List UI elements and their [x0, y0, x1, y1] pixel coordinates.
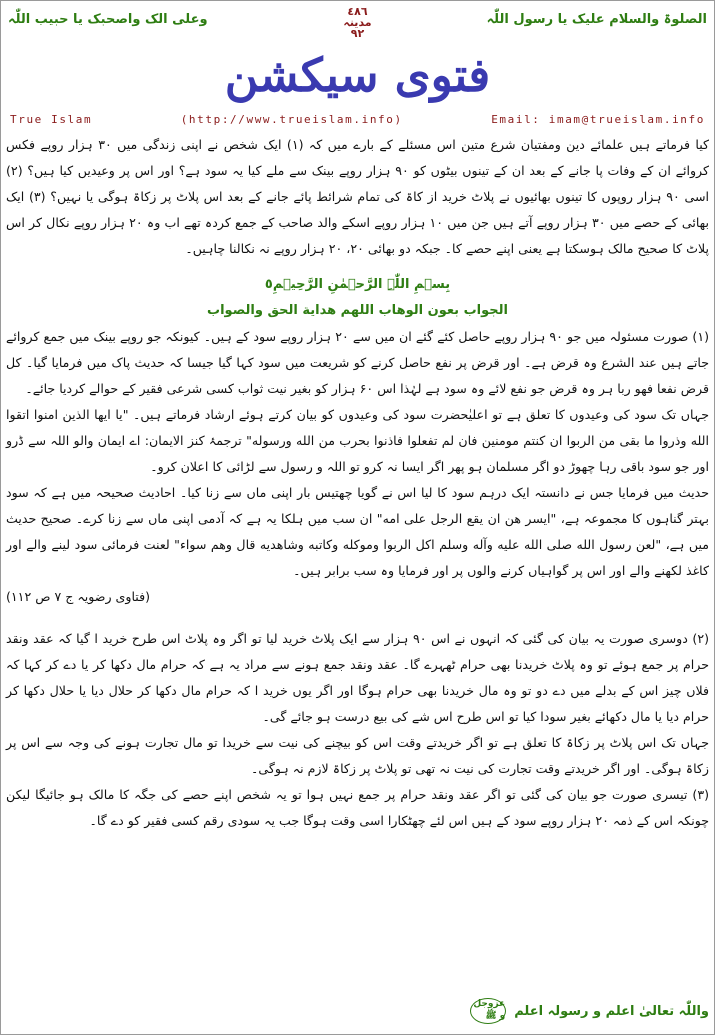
- answer-1-para-1: (۱) صورت مسئولہ میں جو ۹۰ ہزار روپے حاصل کئے گئے ان میں سے ۲۰ ہزار روپے سود کے ہیں۔ کیونکہ جو روپے بینک میں جمع کروائے جاتے ہیں عند الشرع وہ قرض ہے۔ اور قرض پر نفع حاصل کرنے کو شریعت میں سود کہا گیا جیسا کہ حدیث پاک میں فرمایا گیا۔ کل قرض نفعا فهو ربا ہر وہ قرض جو نفع لائے وہ سود ہے لہٰذا اس ۶۰ ہزار کو بغیر نیت ثواب کسی شرعی فقیر کے حوالے کردیا جائے۔: [6, 329, 709, 396]
- fatwa-body: [6, 132, 709, 834]
- question-text: کیا فرماتے ہیں علمائے دین ومفتیان شرع متین اس مسئلے کے بارے میں کہ (۱) ایک شخص نے اپنی زندگی میں ۳۰ ہزار روپے فکس کروائے ان کے وفات پا جانے کے بعد ان کے تینوں بیٹوں کو ۹۰ ہزار روپے بینک سے ملے کیا یہ سود ہے؟ اور اس پر وعیدیں کیا ہیں؟ (۲) اسی ۹۰ ہزار روپوں کا تینوں بھائیوں نے پلاٹ خرید از کاۃ کی تمام شرائط پائے جانے کے بعد اس پلاٹ پر زکاۃ ہوگی یا نہیں؟ (۳) ایک بھائی کے حصے میں ۳۰ ہزار روپے آتے ہیں جن میں ۱۰ ہزار روپے اسکے والد صاحب کے جمع کردہ تھے اب وہ ۲۰ ہزار روپے نکال کر اس پلاٹ کا صحیح مالک ہوسکتا ہے یعنی اپنے حصے کا۔ جبکہ دو بھائی ۲۰، ۲۰ ہزار روپے نہ نکالنا چاہیں۔: [6, 137, 710, 256]
- site-name: True Islam: [10, 113, 93, 126]
- closing-text: واللّٰہ تعالیٰ اعلم و رسولہ اعلم: [514, 1003, 709, 1019]
- sub-number: ٩٢: [350, 27, 365, 40]
- page-number: ٤٨٦: [347, 5, 368, 18]
- answer-3-para: (۳) تیسری صورت جو بیان کی گئی تو اگر عقد ونقد حرام پر جمع نہیں ہوا تو یہ شخص اپنے حصے کی جگہ کا مالک ہو جائیگا لیکن چونکہ اس کے ذمہ ۲۰ ہزار روپے سود کے ہیں اس لئے چھٹکارا اسی وقت ہوگا جب یہ سودی رقم کسی فقیر کو دے گا۔: [6, 787, 709, 828]
- site-email[interactable]: Email: imam@trueislam.info: [491, 113, 705, 126]
- answer-2-para-1: (۲) دوسری صورت یہ بیان کی گئی کہ انہوں نے اس ۹۰ ہزار سے ایک پلاٹ خرید لیا تو اگر وہ پلاٹ اس طرح خرید ا گیا کہ عقد ونقد حرام پر جمع ہوئے تو وہ پلاٹ خریدنا بھی حرام ٹھہرے گا۔ عقد ونقد جمع ہونے سے مراد یہ ہے کہ حرام مال دکھا کر یا دے کر کہا کہ فلاں چیز اس کے بدلے میں دے دو تو وہ مال خریدنا بھی حرام ہوگا اور اگر یوں خرید ا کہ حرام مال دکھا کر حلال دیا یا حلال دکھا کر حرام دیا یا مال دکھائے بغیر سودا کیا تو اس طرح اس شے کی بیع درست ہو جائے گی۔: [6, 631, 709, 724]
- site-url[interactable]: (http://www.trueislam.info): [180, 113, 403, 126]
- top-salutation-bar: [0, 5, 715, 40]
- reference: (فتاوی رضویہ ج ۷ ص ۱۱۲): [6, 589, 151, 604]
- answer-1-para-3: حدیث میں فرمایا جس نے دانستہ ایک درہم سود کا لیا اس نے گویا چھتیس بار اپنی ماں سے زنا کیا۔ احادیث صحیحہ میں ہے کہ سود بہتر گناہوں کا مجموعہ ہے، "ایسر هن ان یقع الرجل علی امه" ان سب میں ہلکا یہ ہے کہ آدمی اپنی ماں سے زنا کرے۔ صحیح حدیث میں ہے، "لعن رسول الله صلی الله علیه وآله وسلم اکل الربوا وموکله وکاتبه وشاهدیه قال وهم سواء" لعنت فرمائی سود لینے والے اور کاغذ لکھنے والے اور اس پر گواہیاں کرنے والوں پر اور فرمایا وہ سب برابر ہیں۔: [6, 485, 709, 578]
- answer-1-para-2: جہاں تک سود کی وعیدوں کا تعلق ہے تو اعلیٰحضرت سود کی وعیدوں کو بیان کرتے ہوئے ارشاد فرماتے ہیں۔ "یا ایها الذین امنوا اتقوا الله وذروا ما بقی من الربوا ان کنتم مومنین فان لم تفعلوا فاذنوا بحرب من الله ورسوله" ترجمۂ کنز الایمان: اے ایمان والو اللہ سے ڈرو اور جو سود باقی رہا چھوڑ دو اگر مسلمان ہو پھر اگر ایسا نہ کرو تو اللہ و رسول سے لڑائی کا اعلان کرو۔: [6, 407, 709, 474]
- seal-icon: عزوجل و ﷺ: [470, 998, 506, 1024]
- bismillah: بِسۡمِ اللّٰہِ الرَّحۡمٰنِ الرَّحِیۡمِ٥: [264, 277, 451, 292]
- site-info-line: [10, 113, 705, 126]
- sub-label: مدینہ: [343, 16, 372, 29]
- salutation-right: الصلوۃ والسلام علیک یا رسول اللّٰہ: [486, 12, 707, 27]
- reference-line: [6, 584, 709, 610]
- closing-line: [6, 998, 709, 1024]
- masthead-title: فتوی سیکشن: [224, 48, 491, 102]
- jawab-heading: الجواب بعون الوهاب اللهم هداية الحق والصواب: [207, 303, 508, 318]
- answer-2-para-2: جہاں تک اس پلاٹ پر زکاۃ کا تعلق ہے تو اگر خریدتے وقت اس کو بیچنے کی نیت سے خریدا تو مال تجارت ہونے کی وجہ سے اس پر زکاۃ ہوگی۔ اور اگر خریدتے وقت تجارت کی نیت نہ تھی تو پلاٹ پر زکاۃ لازم نہ ہوگی۔: [6, 735, 709, 776]
- salutation-left: وعلی الک واصحبک یا حبیب اللّٰہ: [8, 12, 208, 27]
